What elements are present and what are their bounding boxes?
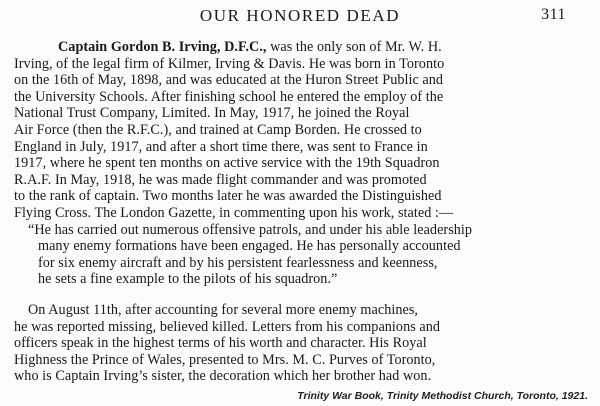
paragraph-missing — [14, 301, 578, 385]
text-line: Highness the Prince of Wales, presented to Mrs. M. C. Purves of Toronto, — [14, 351, 436, 368]
gazette-quote — [28, 221, 578, 288]
quote-line: many enemy formations have been engaged. He has personally accounted — [38, 238, 461, 255]
text-line: who is Captain Irving’s sister, the decoration which her brother had won. — [14, 368, 432, 385]
text-line: he was reported missing, believed killed. Letters from his companions and — [14, 318, 441, 335]
quote-line: for six enemy aircraft and by his persistent fearlessness and keenness, — [38, 254, 438, 271]
text-line: on the 16th of May, 1898, and was educated at the Huron Street Public and — [14, 72, 444, 89]
text-line — [58, 39, 578, 56]
page-title: OUR HONORED DEAD — [199, 6, 401, 25]
text-line: 1917, where he spent ten months on active service with the 19th Squadron — [14, 155, 440, 172]
text-line: Flying Cross. The London Gazette, in commenting upon his work, stated :— — [14, 204, 454, 221]
text-line: On August 11th, after accounting for several more enemy machines, — [28, 301, 418, 318]
text-fragment: was the only son of Mr. W. H. — [266, 39, 442, 55]
text-line: Irving, of the legal firm of Kilmer, Irving & Davis. He was born in Toronto — [14, 55, 445, 72]
source-caption: Trinity War Book, Trinity Methodist Church, Toronto, 1921. — [297, 390, 588, 402]
page-number: 311 — [541, 6, 566, 23]
text-line: Air Force (then the R.F.C.), and trained at Camp Borden. He crossed to — [14, 121, 422, 138]
quote-line: he sets a fine example to the pilots of his squadron.” — [38, 271, 338, 288]
text-line: the University Schools. After finishing school he entered the employ of the — [14, 88, 444, 105]
text-line: England in July, 1917, and after a short time there, was sent to France in — [14, 138, 428, 155]
page-header — [0, 6, 600, 28]
quote-line: “He has carried out numerous offensive patrols, and under his able leadership — [28, 221, 473, 238]
subject-name: Captain Gordon B. Irving, D.F.C., — [58, 39, 267, 55]
paragraph-gap — [58, 288, 578, 302]
paragraph-biography — [14, 39, 578, 222]
text-line: R.A.F. In May, 1918, he was made flight commander and was promoted — [14, 171, 427, 188]
article-body — [14, 39, 578, 385]
text-line: to the rank of captain. Two months later he was awarded the Distinguished — [14, 188, 442, 205]
text-line: National Trust Company, Limited. In May, 1917, he joined the Royal — [14, 105, 410, 122]
text-line: officers speak in the highest terms of his worth and character. His Royal — [14, 335, 427, 352]
